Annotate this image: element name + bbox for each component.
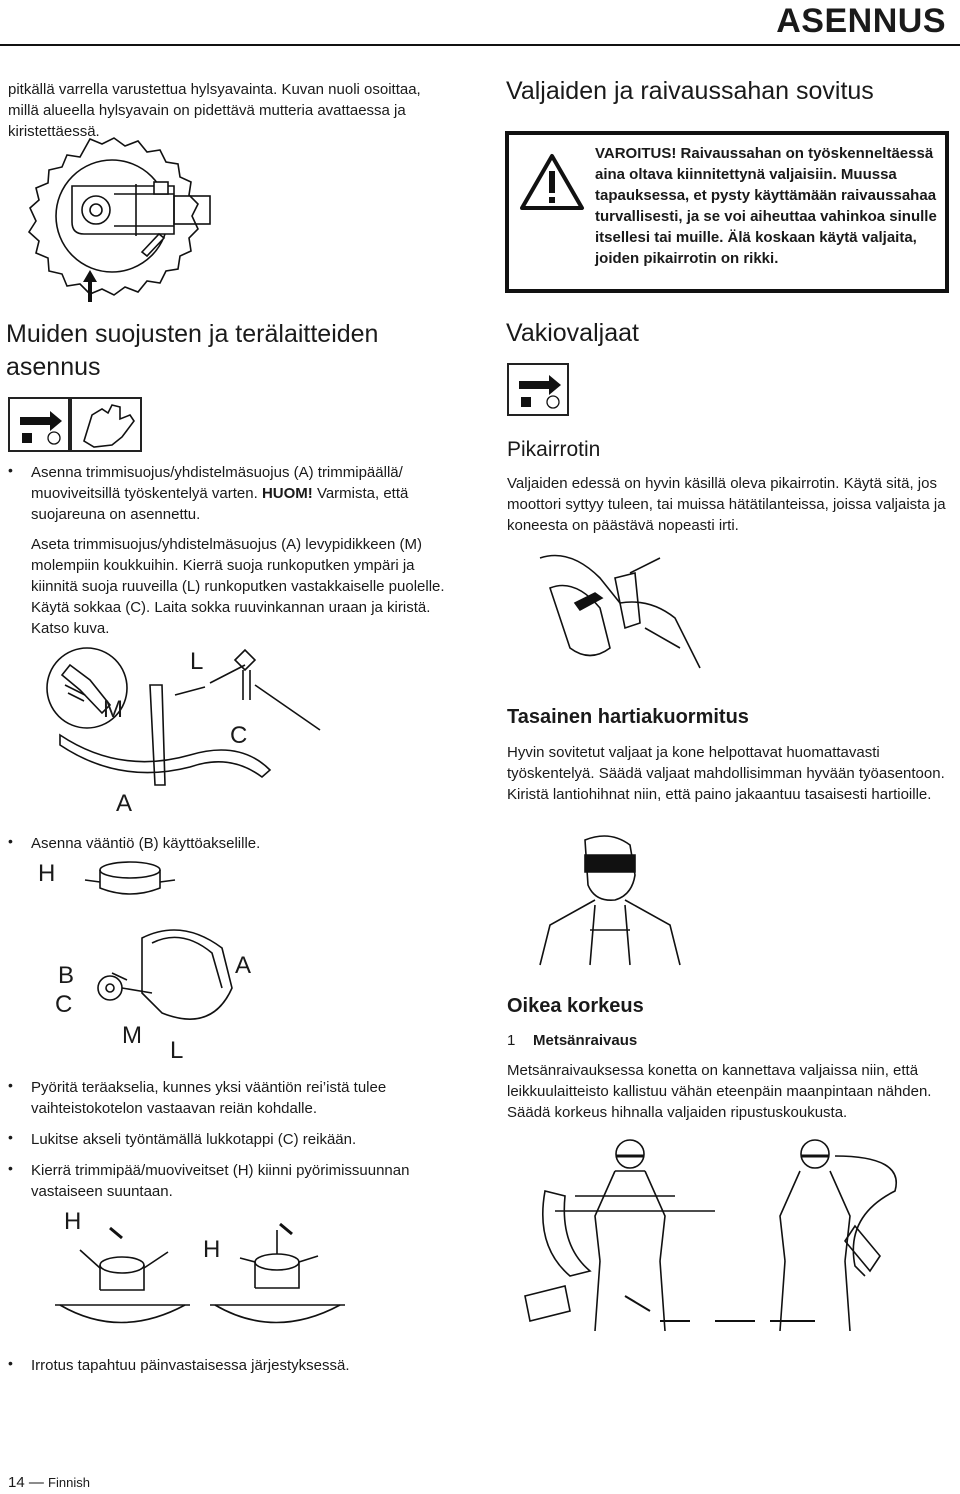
harness-instruction-icon-box bbox=[507, 363, 569, 416]
correct-height-paragraph: Metsänraivauksessa konetta on kannettava valjaissa niin, että leikkuulaitteisto kallistuu vähän eteenpäin maanpintaan nähden. Säädä korkeus hihnalla valjaiden ripustuskoukusta. bbox=[507, 1062, 932, 1121]
section-title-quick-release: Pikairrotin bbox=[507, 438, 601, 461]
section-title-guards-line2: asennus bbox=[6, 353, 101, 381]
bullet-lock-shaft: Lukitse akseli työntämällä lukkotappi (C) reikään. bbox=[31, 1131, 357, 1148]
fig2-label-c: C bbox=[230, 722, 248, 749]
bullet-install-drive-disc: Asenna vääntiö (B) käyttöakselille. bbox=[31, 835, 261, 852]
page-footer bbox=[8, 1474, 90, 1491]
section-title-correct-height: Oikea korkeus bbox=[507, 995, 644, 1017]
footer-separator: — bbox=[28, 1474, 44, 1491]
bullet-icon: • bbox=[8, 1160, 13, 1176]
warning-triangle-icon bbox=[519, 153, 585, 211]
page-number: 14 bbox=[8, 1474, 25, 1491]
fig4-label-c: C bbox=[55, 991, 73, 1018]
trimmer-head-illustration bbox=[85, 850, 175, 905]
fig4-label-b: B bbox=[58, 962, 75, 989]
glove-icon-box bbox=[70, 397, 142, 452]
huom-note: HUOM! bbox=[261, 485, 313, 502]
saw-blade-illustration bbox=[24, 134, 224, 304]
list-number-1: 1 bbox=[507, 1032, 516, 1049]
header-rule bbox=[0, 44, 960, 46]
bullet-install-guard bbox=[31, 462, 461, 525]
arrow-right-icon bbox=[10, 399, 68, 450]
bullet-icon: • bbox=[8, 1077, 13, 1093]
fig3-label-h: H bbox=[38, 860, 56, 887]
intro-paragraph: pitkällä varrella varustettua hylsyavainta. Kuvan nuoli osoittaa, millä alueella hylsyavain on pidettävä mutteria avattaessa ja kiristettäessä. bbox=[8, 81, 421, 140]
footer-language: Finnish bbox=[48, 1475, 90, 1490]
even-load-paragraph: Hyvin sovitetut valjaat ja kone helpottavat huomattavasti työskentelyä. Säädä valjaat mahdollisimman hyvään työasentoon. Kiristä lantiohihnat niin, että paino jakaantuu tasaisesti hartioille. bbox=[507, 744, 945, 803]
bullet-removal: Irrotus tapahtuu päinvastaisessa järjestyksessä. bbox=[31, 1357, 350, 1374]
fig5-label-h2: H bbox=[203, 1236, 221, 1263]
warning-text: VAROITUS! Raivaussahan on työskenneltäessä aina oltava kiinnitettynä valjaisiin. Muussa tapauksessa, et pysty käyttämään raivaussahaa turvallisesti, ja se voi aiheuttaa vahinkoa sinulle itsellesi tai muille. Älä koskaan käytä valjaita, joiden pikairrotin on rikki. bbox=[595, 145, 937, 267]
trimmer-heads-rotation-illustration bbox=[50, 1210, 350, 1340]
bullet1-text-b: Varmista, että suojareuna on asennettu. bbox=[31, 485, 409, 523]
bullet-icon: • bbox=[8, 1355, 13, 1371]
harness-wearer-illustration bbox=[540, 830, 680, 965]
bullet-rotate-shaft: Pyöritä teräakselia, kunnes yksi vääntiön rei’istä tulee vaihteistokotelon vastaavan reiän kohdalle. bbox=[31, 1079, 387, 1117]
section-title-guards-line1: Muiden suojusten ja terälaitteiden bbox=[6, 320, 379, 348]
bullet-screw-head: Kierrä trimmipää/muoviveitset (H) kiinni pyörimissuunnan vastaiseen suuntaan. bbox=[31, 1162, 410, 1200]
arrow-right-icon bbox=[509, 365, 567, 414]
bullet-icon: • bbox=[8, 462, 13, 478]
guard-attachment-illustration bbox=[30, 645, 330, 820]
fig4-label-l: L bbox=[170, 1037, 184, 1064]
fig2-label-l: L bbox=[190, 648, 204, 675]
section-title-harness: Valjaiden ja raivaussahan sovitus bbox=[506, 77, 874, 105]
list-label-forest-clearing: Metsänraivaus bbox=[533, 1032, 638, 1049]
quick-release-paragraph: Valjaiden edessä on hyvin käsillä oleva pikairrotin. Käytä sitä, jos moottori syttyy tuleen, tai muissa hätätilanteissa, joissa valjaista ja koneesta on päästävä nopeasti irti. bbox=[507, 475, 946, 534]
gear-housing-illustration bbox=[82, 918, 242, 1038]
fig5-label-h1: H bbox=[64, 1208, 82, 1235]
glove-icon bbox=[72, 399, 140, 450]
bullet-icon: • bbox=[8, 1129, 13, 1145]
fig4-label-a: A bbox=[235, 952, 252, 979]
bullet-icon: • bbox=[8, 833, 13, 849]
fig2-label-m: M bbox=[103, 696, 123, 723]
operators-clearing-saw-illustration bbox=[515, 1136, 935, 1336]
quick-release-illustration bbox=[530, 548, 705, 673]
fig2-label-a: A bbox=[116, 790, 133, 817]
guard-attach-paragraph: Aseta trimmisuojus/yhdistelmäsuojus (A) levypidikkeen (M) molempiin koukkuihin. Kierrä suoja runkoputken ympäri ja kiinnitä suoja ruuveilla (L) runkoputken vastakkaiselle puolelle. Käytä sokkaa (C). Laita sokka ruuvinkannan uraan ja kiristä. Katso kuva. bbox=[31, 536, 445, 637]
instruction-icon-box bbox=[8, 397, 70, 452]
section-title-even-load: Tasainen hartiakuormitus bbox=[507, 706, 749, 728]
page-header-title: ASENNUS bbox=[776, 2, 946, 40]
bullet1-text-a: Asenna trimmisuojus/yhdistelmäsuojus (A) trimmipäällä/ muoviveitsillä työskentelyä varten. bbox=[31, 464, 403, 502]
arrow-up-icon bbox=[80, 268, 100, 304]
warning-box bbox=[505, 131, 949, 293]
fig4-label-m: M bbox=[122, 1022, 142, 1049]
section-title-standard-harness: Vakiovaljaat bbox=[506, 319, 639, 347]
